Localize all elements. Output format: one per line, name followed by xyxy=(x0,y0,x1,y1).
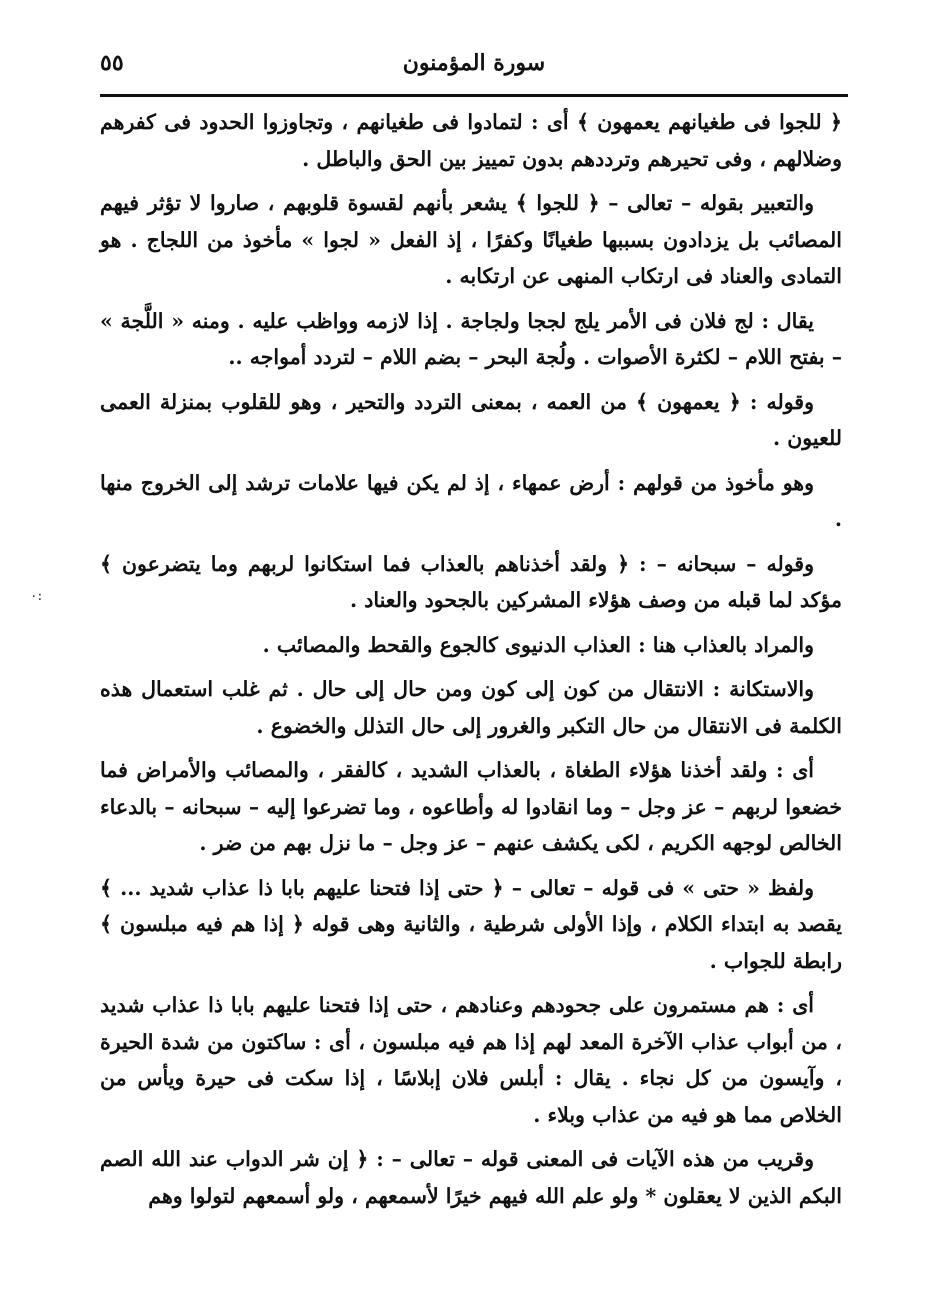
page-number: ٥٥ xyxy=(100,50,124,76)
paragraph: ﴿ للجوا فى طغيانهم يعمهون ﴾ أى : لتمادوا فى طغيانهم ، وتجاوزوا الحدود فى كفرهم وضلالهم ، وفى تحيرهم وترددهم بدون تمييز بين الحق والباطل . xyxy=(100,110,842,171)
paragraph: وهو مأخوذ من قولهم : أرض عمهاء ، إذ لم يكن فيها علامات ترشد إلى الخروج منها . xyxy=(100,470,842,531)
paragraph: والمراد بالعذاب هنا : العذاب الدنيوى كالجوع والقحط والمصائب . xyxy=(262,632,814,657)
paragraph: أى : هم مستمرون على جحودهم وعنادهم ، حتى إذا فتحنا عليهم بابا ذا عذاب شديد ، من أبواب عذاب الآخرة المعد لهم إذا هم فيه مبلسون ، أى : ساكتون من شدة الحيرة ، وآيسون من كل نجاء . يقال : أبلس فلان إبلاسًا ، إذا سكت فى حيرة ويأس من الخلاص مما هو فيه من عذاب وبلاء . xyxy=(100,993,842,1127)
header-rule xyxy=(100,94,848,97)
paragraph: أى : ولقد أخذنا هؤلاء الطغاة ، بالعذاب الشديد ، كالفقر ، والمصائب والأمراض فما خضعوا لربهم – عز وجل – وما انقادوا له وأطاعوه ، وما تضرعوا إليه – سبحانه – بالدعاء الخالص لوجهه الكريم ، لكى يكشف عنهم – عز وجل – ما نزل بهم من ضر . xyxy=(100,758,842,855)
paragraph: والتعبير بقوله – تعالى – ﴿ للجوا ﴾ يشعر بأنهم لقسوة قلوبهم ، صاروا لا تؤثر فيهم المصائب بل يزدادون بسببها طغيانًا وكفرًا ، إذ الفعل « لجوا » مأخوذ من اللجاج . هو التمادى والعناد فى ارتكاب المنهى عن ارتكابه . xyxy=(100,191,842,288)
paragraph: ولفظ « حتى » فى قوله – تعالى – ﴿ حتى إذا فتحنا عليهم بابا ذا عذاب شديد ... ﴾ يقصد به ابتداء الكلام ، وإذا الأولى شرطية ، والثانية وهى قوله ﴿ إذا هم فيه مبلسون ﴾ رابطة للجواب . xyxy=(100,875,842,973)
paragraph: وقريب من هذه الآيات فى المعنى قوله – تعالى – : ﴿ إن شر الدواب عند الله الصم البكم الذين لا يعقلون * ولو علم الله فيهم خيرًا لأسمعهم ، ولو أسمعهم لتولوا وهم xyxy=(100,1147,842,1208)
tafsir-body xyxy=(100,104,842,1222)
margin-mark: ٠: xyxy=(30,588,43,604)
paragraph: وقوله : ﴿ يعمهون ﴾ من العمه ، بمعنى التردد والتحير ، وهو للقلوب بمنزلة العمى للعيون . xyxy=(100,389,842,450)
paragraph: وقوله – سبحانه – : ﴿ ولقد أخذناهم بالعذاب فما استكانوا لربهم وما يتضرعون ﴾ مؤكد لما قبله من وصف هؤلاء المشركين بالجحود والعناد . xyxy=(100,551,842,612)
page-header xyxy=(100,40,848,90)
surah-title: سورة المؤمنون xyxy=(402,50,546,76)
paragraph: يقال : لج فلان فى الأمر يلج لججا ولجاجة . إذا لازمه وواظب عليه . ومنه « اللَّجة » – بفتح اللام – لكثرة الأصوات . ولُجة البحر – بضم اللام – لتردد أمواجه .. xyxy=(100,308,842,369)
paragraph: والاستكانة : الانتقال من كون إلى كون ومن حال إلى حال . ثم غلب استعمال هذه الكلمة فى الانتقال من حال التكبر والغرور إلى حال التذلل والخضوع . xyxy=(100,677,842,738)
